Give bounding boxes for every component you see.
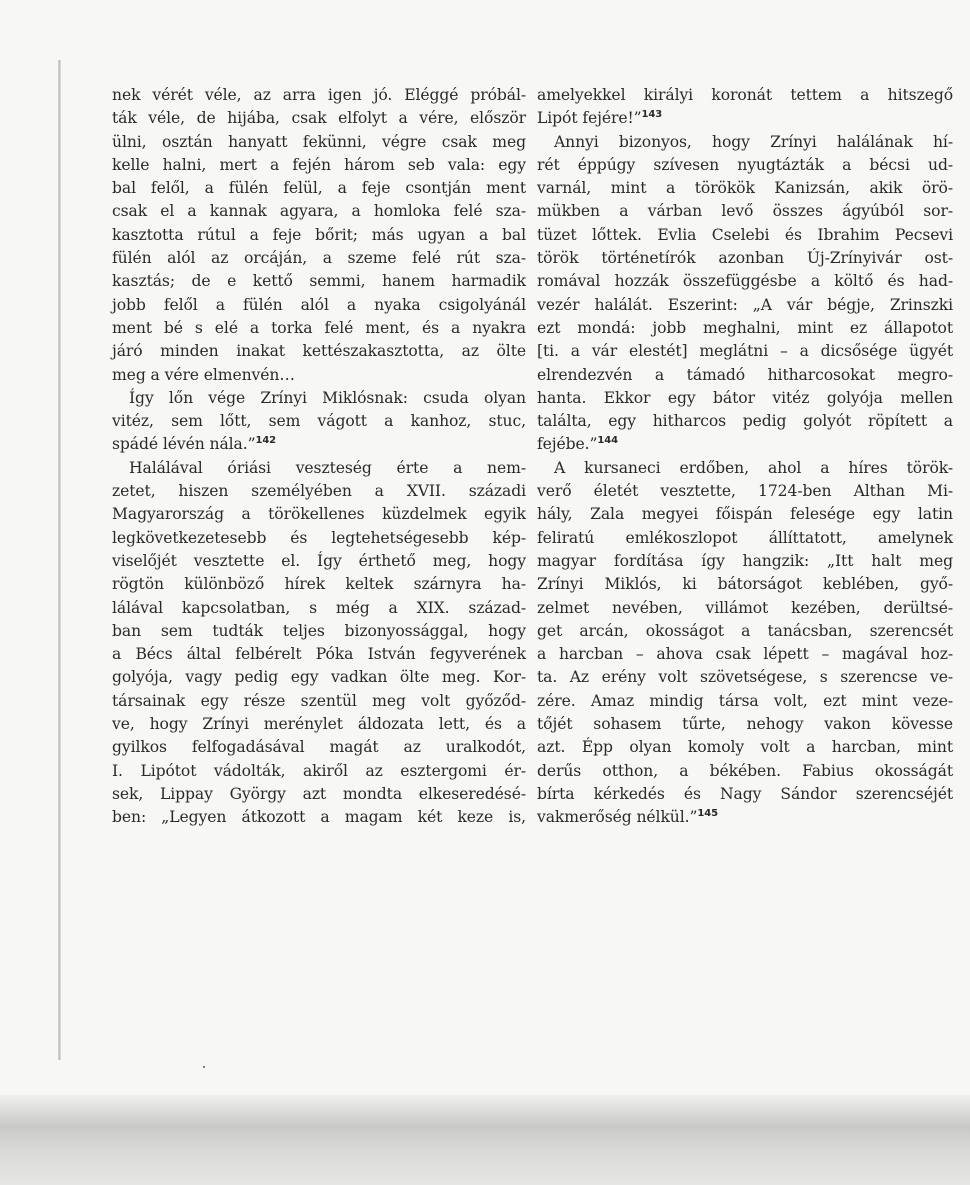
text-line [112, 433, 526, 456]
line-text: magyar fordítása így hangzik: „Itt halt meg [537, 551, 953, 570]
line-text: rögtön különböző hírek keltek szárnyra ha- [112, 575, 526, 594]
line-text: varnál, mint a törökök Kanizsán, akik örö- [537, 179, 953, 198]
text-line [537, 177, 953, 200]
text-line [112, 713, 526, 736]
text-line [537, 131, 953, 154]
line-text: legkövetkezetesebb és legtehetségesebb kép- [112, 528, 526, 547]
footnote-reference: 142 [255, 435, 277, 447]
line-text: kelle halni, mert a fején három seb vala: egy [112, 155, 526, 174]
text-line [112, 154, 526, 177]
line-text: get arcán, okosságot a tanácsban, szerencsét [537, 621, 953, 640]
line-text: feliratú emlékoszlopot állíttatott, amelynek [537, 528, 953, 547]
text-line [112, 736, 526, 759]
text-line [112, 270, 526, 293]
line-text: hály, Zala megyei főispán felesége egy latin [537, 505, 953, 524]
line-text: fejébe.” [537, 435, 598, 454]
line-text: ben: „Legyen átkozott a magam két keze is, [112, 808, 526, 827]
line-text: ta. Az erény volt szövetségese, s szerencse ve- [537, 668, 953, 687]
line-text: meg a vére elmenvén… [112, 365, 295, 384]
line-text: járó minden inakat kettészakasztotta, az ölte [112, 342, 526, 361]
line-text: zére. Amaz mindig társa volt, ezt mint veze- [537, 691, 953, 710]
line-text: gyilkos felfogadásával magát az uralkodót, [112, 738, 526, 757]
text-line [537, 527, 953, 550]
text-line [112, 294, 526, 317]
text-line [112, 177, 526, 200]
line-text: elrendezvén a támadó hitharcosokat megro- [537, 365, 953, 384]
line-text: ezt mondá: jobb meghalni, mint ez állapotot [537, 318, 953, 337]
line-text: a harcban – ahova csak lépett – magával hoz- [537, 645, 953, 664]
text-line [537, 224, 953, 247]
text-line [537, 783, 953, 806]
line-text: derűs otthon, a békében. Fabius okosságát [537, 761, 953, 780]
line-text: jobb felől a fülén alól a nyaka csigolyánál [112, 295, 526, 314]
line-text: tüzet lőttek. Evlia Cselebi és Ibrahim Pecsevi [537, 225, 953, 244]
line-text: romával hozzák összefüggésbe a költő és had- [537, 272, 953, 291]
text-line [537, 433, 953, 456]
text-line [112, 783, 526, 806]
text-line [112, 131, 526, 154]
text-line [112, 620, 526, 643]
text-line [112, 527, 526, 550]
line-text: bal felől, a fülén felül, a feje csontján ment [112, 179, 526, 198]
line-text: I. Lipótot vádolták, akiről az esztergomi ér- [112, 761, 526, 780]
line-text: ve, hogy Zrínyi merénylet áldozata lett, és a [112, 715, 526, 734]
line-text: Lipót fejére!” [537, 109, 642, 128]
text-line [112, 107, 526, 130]
footnote-reference: 143 [641, 109, 663, 121]
line-text: azt. Épp olyan komoly volt a harcban, mint [537, 738, 953, 757]
text-line [112, 364, 526, 387]
line-text: amelyekkel királyi koronát tettem a hitszegő [537, 86, 953, 104]
text-line [537, 294, 953, 317]
text-line [112, 503, 526, 526]
text-line [537, 550, 953, 573]
line-text: a Bécs által felbérelt Póka István fegyverének [112, 645, 526, 664]
line-text: csak el a kannak agyara, a homloka felé sza- [112, 202, 526, 221]
text-line [537, 573, 953, 596]
line-text: nek vérét véle, az arra igen jó. Eléggé próbál- [112, 86, 526, 104]
line-text: ták véle, de hijába, csak elfolyt a vére, először [112, 109, 526, 128]
line-text: zelmet nevében, villámot kezében, derültsé- [537, 598, 953, 617]
text-line [537, 736, 953, 759]
footnote-reference: 144 [597, 435, 618, 447]
text-line [112, 84, 526, 107]
line-text: rét éppúgy szívesen nyugtázták a bécsi ud- [537, 155, 953, 174]
text-line [112, 597, 526, 620]
text-line [112, 573, 526, 596]
text-line [537, 107, 953, 130]
line-text: hanta. Ekkor egy bátor vitéz golyója mellen [537, 388, 953, 407]
text-line [112, 410, 526, 433]
text-line [537, 666, 953, 689]
line-text: ment bé s elé a torka felé ment, és a nyakra [112, 318, 526, 337]
text-line [537, 806, 953, 829]
scan-bottom-edge [0, 1095, 970, 1185]
line-text: kasztotta rútul a feje bőrit; más ugyan a bal [112, 225, 526, 244]
right-text-column [537, 84, 953, 830]
text-line [537, 620, 953, 643]
line-text: Halálával óriási veszteség érte a nem- [129, 458, 526, 477]
text-line [537, 387, 953, 410]
text-line [112, 317, 526, 340]
text-line [112, 200, 526, 223]
line-text: ülni, osztán hanyatt fekünni, végre csak meg [112, 132, 526, 151]
line-text: spádé lévén nála.” [112, 435, 256, 454]
line-text: fülén alól az orcáján, a szeme felé rút sza- [112, 249, 526, 268]
line-text: tőjét sohasem tűrte, nehogy vakon kövesse [537, 715, 953, 734]
text-line [537, 270, 953, 293]
left-text-column [112, 84, 526, 830]
text-line [112, 666, 526, 689]
text-line [537, 713, 953, 736]
text-line [112, 457, 526, 480]
line-text: zetet, hiszen személyében a XVII. századi [112, 482, 526, 501]
text-line [112, 760, 526, 783]
text-line [537, 200, 953, 223]
line-text: viselőjét vesztette el. Így érthető meg, hogy [112, 551, 526, 570]
line-text: bírta kérkedés és Nagy Sándor szerencséjét [537, 784, 953, 803]
text-line [537, 317, 953, 340]
text-line [112, 643, 526, 666]
text-line [112, 690, 526, 713]
text-line [112, 387, 526, 410]
line-text: sek, Lippay György azt mondta elkeseredésé- [112, 784, 526, 803]
text-line [537, 340, 953, 363]
text-line [537, 457, 953, 480]
line-text: mükben a várban levő összes ágyúból sor- [537, 202, 953, 221]
line-text: török történetírók azonban Új-Zrínyivár ost- [537, 249, 953, 268]
text-line [112, 480, 526, 503]
text-line [537, 643, 953, 666]
line-text: vezér halálát. Eszerint: „A vár bégje, Zrinszki [537, 295, 953, 314]
line-text: Annyi bizonyos, hogy Zrínyi halálának hí- [554, 132, 953, 151]
text-line [537, 690, 953, 713]
text-line [112, 340, 526, 363]
text-line [537, 154, 953, 177]
line-text: kasztás; de e kettő semmi, hanem harmadik [112, 272, 526, 291]
line-text: A kursaneci erdőben, ahol a híres török- [554, 458, 953, 477]
line-text: [ti. a vár elestét] meglátni – a dicsősége ügyét [537, 342, 953, 361]
footnote-reference: 145 [697, 808, 718, 820]
text-line [537, 760, 953, 783]
line-text: vitéz, sem lőtt, sem vágott a kanhoz, stuc, [112, 412, 526, 431]
line-text: találta, egy hitharcos pedig golyót röpített a [537, 412, 953, 431]
text-line [112, 247, 526, 270]
line-text: Így lőn vége Zrínyi Miklósnak: csuda olyan [129, 388, 526, 407]
text-line [112, 550, 526, 573]
text-line [537, 410, 953, 433]
line-text: ban sem tudták teljes bizonyossággal, hogy [112, 621, 526, 640]
text-line [537, 364, 953, 387]
scan-speck [203, 1066, 205, 1068]
line-text: Magyarország a törökellenes küzdelmek egyik [112, 505, 526, 524]
text-line [537, 84, 953, 107]
line-text: vakmerőség nélkül.” [537, 808, 698, 827]
text-line [537, 597, 953, 620]
line-text: verő életét vesztette, 1724-ben Althan Mi- [537, 482, 953, 501]
text-line [112, 806, 526, 829]
text-line [537, 480, 953, 503]
line-text: társainak egy része szentül meg volt győződ- [112, 691, 526, 710]
line-text: golyója, vagy pedig egy vadkan ölte meg. Kor- [112, 668, 526, 687]
text-line [537, 247, 953, 270]
text-line [112, 224, 526, 247]
text-line [537, 503, 953, 526]
page-spine-shadow [58, 60, 61, 1060]
line-text: lálával kapcsolatban, s még a XIX. század- [112, 598, 526, 617]
line-text: Zrínyi Miklós, ki bátorságot keblében, győ- [537, 575, 953, 594]
